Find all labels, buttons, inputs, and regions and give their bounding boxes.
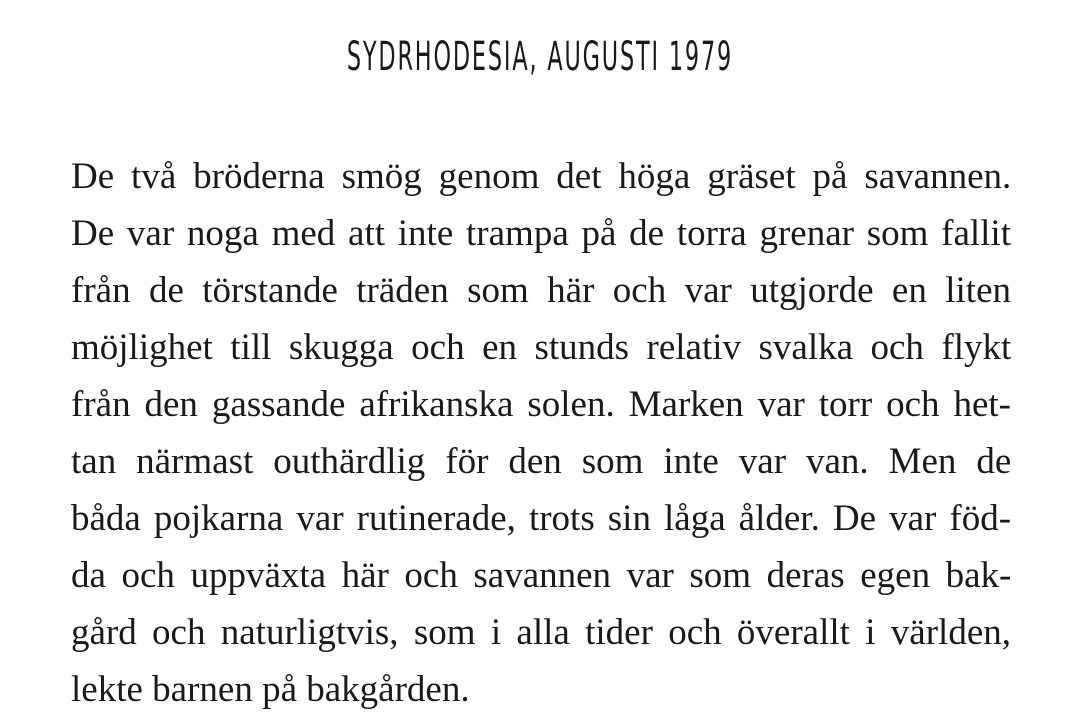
paragraph-line: De var noga med att inte trampa på de torra grenar som fallit (71, 213, 1011, 254)
paragraph-line: da och uppväxta här och savannen var som deras egen bak- (71, 555, 1012, 596)
paragraph-line: möjlighet till skugga och en stunds relativ svalka och flykt (71, 327, 1012, 368)
paragraph-line: från de törstande träden som här och var utgjorde en liten (71, 270, 1011, 311)
paragraph-line: från den gassande afrikanska solen. Marken var torr och het- (71, 384, 1011, 425)
body-paragraph (71, 148, 1011, 718)
paragraph-line: tan närmast outhärdlig för den som inte var van. Men de (71, 441, 1012, 482)
paragraph-line: båda pojkarna var rutinerade, trots sin låga ålder. De var föd- (71, 498, 1012, 539)
paragraph-line: gård och naturligtvis, som i alla tider och överallt i världen, (71, 612, 1011, 653)
paragraph-line: De två bröderna smög genom det höga gräset på savannen. (71, 156, 1012, 197)
paragraph-line: lekte barnen på bakgården. (71, 669, 470, 710)
chapter-heading: SYDRHODESIA, AUGUSTI 1979 (346, 34, 734, 80)
